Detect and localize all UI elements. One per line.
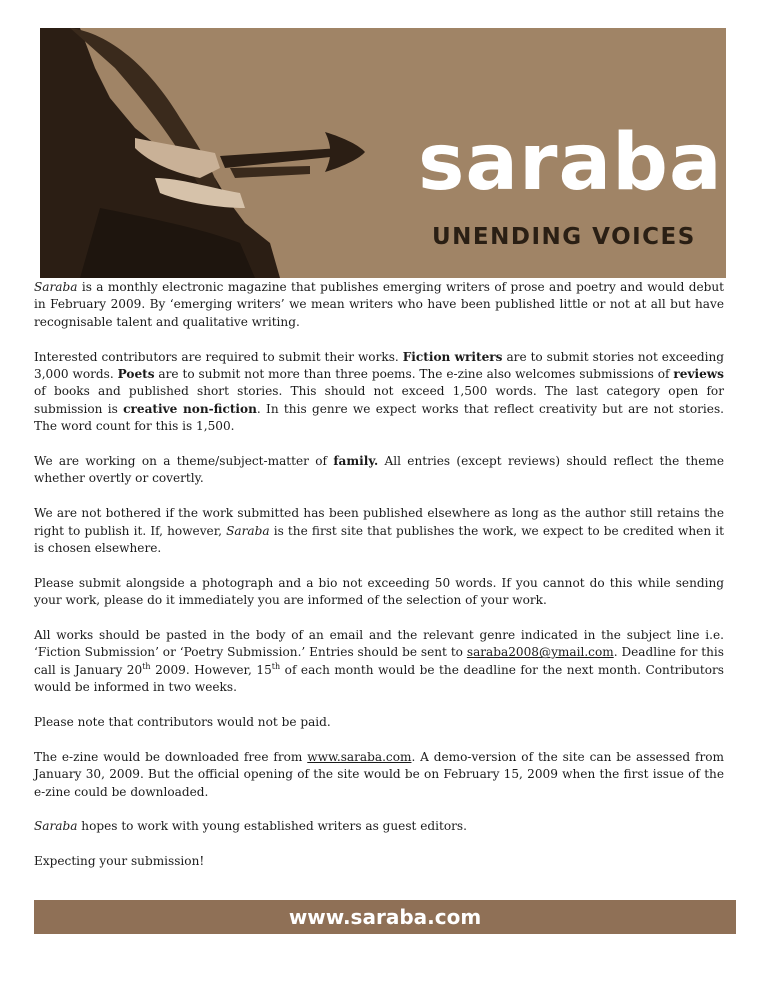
paragraph-categories [34, 349, 724, 436]
paragraph-download [34, 749, 724, 801]
text: is the first site that publishes the work, we expect to be credited when it is chosen elsewhere. [34, 523, 724, 556]
text: 2009. However, 15 [150, 662, 272, 677]
text: All entries (except reviews) should reflect the theme whether overtly or covertly. [34, 454, 724, 486]
text: Please note that contributors would not be paid. [34, 715, 331, 730]
text: The e-zine would be downloaded free from [34, 749, 308, 764]
saraba-name: Saraba [34, 280, 78, 294]
footer-bar [34, 900, 736, 934]
paragraph-intro [34, 279, 724, 331]
poets-term: Poets [117, 367, 155, 382]
text: are to submit stories not exceeding 3,000 words. [34, 349, 724, 382]
paragraph-photo [34, 575, 724, 610]
paragraph-submission [34, 627, 724, 697]
saraba-logo: saraba [418, 118, 723, 208]
footer-url[interactable]: www.saraba.com [288, 905, 482, 929]
non-fiction-term: creative non-fiction [123, 401, 257, 416]
text: We are working on a theme/subject-matter of [34, 454, 334, 469]
paragraph-closing [34, 853, 724, 870]
text: of each month would be the deadline for the next month. Contributors would be informed in two weeks. [34, 662, 724, 695]
paragraph-editors [34, 818, 724, 835]
paragraph-theme [34, 453, 724, 488]
saraba-name: Saraba [226, 523, 270, 538]
fiction-writers-term: Fiction writers [402, 349, 503, 364]
email-link[interactable]: saraba2008@ymail.com [466, 645, 614, 660]
text: is a monthly electronic magazine that publishes emerging writers of prose and poetry and would debut in February 2009. By ‘emerging writers’ we mean writers who have been published little or not at all but have recognisable talent and qualitative writing. [34, 280, 724, 329]
text: . In this genre we expect works that reflect creativity but are not stories. The word count for this is 1,500. [34, 401, 724, 434]
text: We are not bothered if the work submitted has been published elsewhere as long as the author still retains the right to publish it. If, however, [34, 506, 724, 538]
text: are to submit not more than three poems. The e-zine also welcomes submissions of [154, 367, 674, 382]
article-body [34, 279, 724, 888]
text: . A demo-version of the site can be assessed from January 30, 2009. But the official opening of the site would be on February 15, 2009 when the first issue of the e-zine could be downloaded. [34, 749, 724, 799]
reviews-term: reviews [673, 367, 724, 382]
text: Please submit alongside a photograph and a bio not exceeding 50 words. If you cannot do this while sending your work, please do it immediately you are informed of the selection of your work. [34, 575, 724, 608]
theme-term: family. [333, 454, 379, 469]
text: of books and published short stories. This should not exceed 1,500 words. The last category open for submission is [34, 384, 724, 416]
website-link[interactable]: www.saraba.com [307, 749, 412, 764]
saraba-name: Saraba [34, 819, 78, 834]
paragraph-rights [34, 505, 724, 557]
text: Expecting your submission! [34, 854, 205, 869]
tagline: UNENDING VOICES [432, 224, 696, 250]
superscript: th [271, 661, 281, 671]
text: . Deadline for this call is January 20 [34, 645, 724, 677]
text: Interested contributors are required to submit their works. [34, 349, 403, 364]
paragraph-payment [34, 714, 724, 731]
text: All works should be pasted in the body of an email and the relevant genre indicated in the subject line i.e. ‘Fiction Submission’ or ‘Poetry Submission.’ Entries should be sent to [34, 628, 724, 660]
header-banner [40, 28, 726, 278]
text: hopes to work with young established writers as guest editors. [77, 819, 467, 834]
superscript: th [142, 661, 151, 671]
